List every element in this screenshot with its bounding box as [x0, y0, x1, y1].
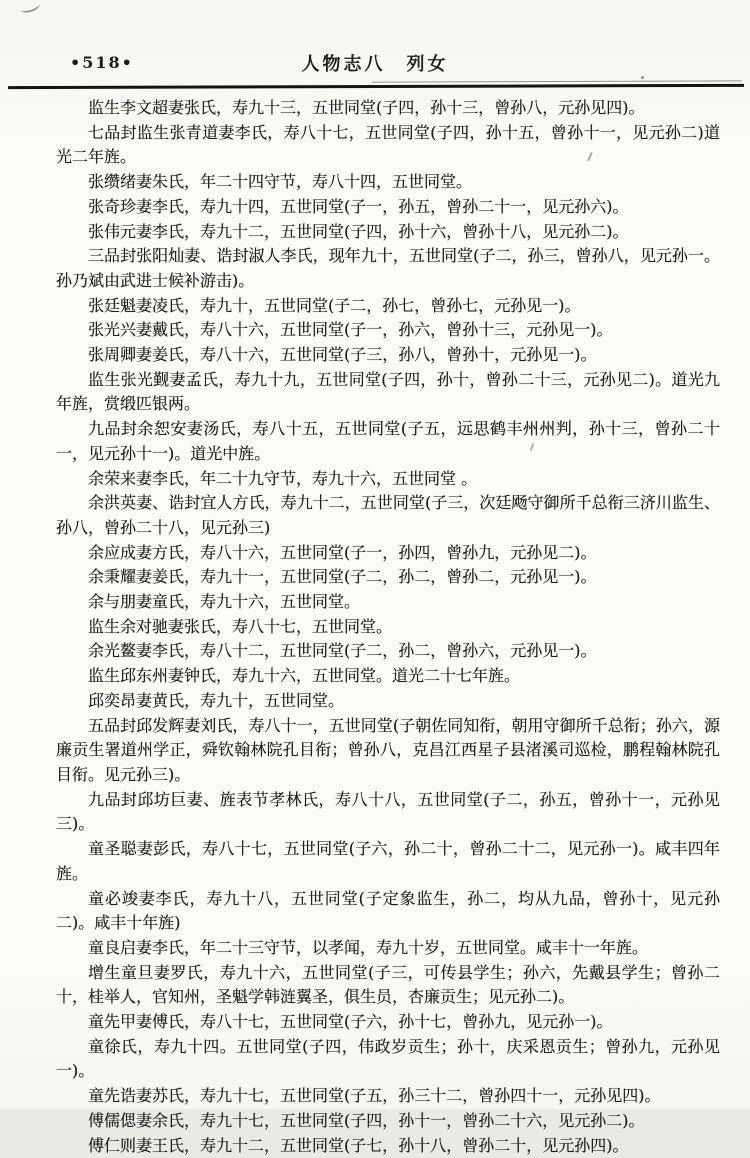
- header-rule-thin: [372, 80, 742, 82]
- record-paragraph: 监生邱东州妻钟氏，寿九十六，五世同堂。道光二十七年旌。: [88, 666, 521, 686]
- record-paragraph: 童必竣妻李氏，寿九十八，五世同堂(子定象监生，孙二，均从九品，曾孙十，见元孙二)。咸丰十年旌): [56, 888, 720, 933]
- record-paragraph: 童先甲妻傅氏，寿八十七，五世同堂(子六，孙十七，曾孙九，见元孙一)。: [88, 1012, 613, 1032]
- scan-artifact: [19, 0, 41, 15]
- page-body: [56, 96, 720, 1158]
- record-paragraph: 童先诰妻苏氏，寿九十七，五世同堂(子五，孙三十二，曾孙四十一，元孙见四)。: [88, 1086, 661, 1106]
- record-paragraph: 张缵绪妻朱氏，年二十四守节，寿八十四，五世同堂。: [88, 172, 473, 192]
- record-paragraph: 傅仁则妻王氏，寿九十二，五世同堂(子七，孙十八，曾孙二十，见元孙四)。: [88, 1135, 629, 1155]
- record-paragraph: 张周卿妻姜氏，寿八十六，五世同堂(子三，孙八，曾孙十，元孙见一)。: [88, 345, 597, 365]
- record-paragraph: 张奇珍妻李氏，寿九十四，五世同堂(子一，孙五，曾孙二十一，见元孙六)。: [88, 196, 629, 216]
- record-paragraph: 九品封邱坊巨妻、旌表节孝林氏，寿八十八，五世同堂(子二，孙五，曾孙十一，元孙见三)。: [56, 789, 720, 834]
- record-paragraph: 傅儒偲妻余氏，寿九十七，五世同堂(子四，孙十一，曾孙二十六，见元孙二)。: [88, 1110, 645, 1130]
- record-paragraph: 童良启妻李氏，年二十三守节，以孝闻，寿九十岁，五世同堂。咸丰十一年旌。: [88, 937, 649, 957]
- record-paragraph: 张光兴妻戴氏，寿八十六，五世同堂(子一，孙六，曾孙十三，元孙见一)。: [88, 320, 613, 340]
- record-paragraph: 监生李文超妻张氏，寿九十三，五世同堂(子四，孙十三，曾孙八，元孙见四)。: [88, 98, 645, 117]
- record-paragraph: 张廷魁妻凌氏，寿九十，五世同堂(子二，孙七，曾孙七，元孙见一)。: [88, 295, 581, 315]
- record-paragraph: 增生童旦妻罗氏，寿九十六，五世同堂(子三，可传县学生；孙六，先戴县学生；曾孙二十，桂举人，官知州，圣魁学韩涟翼圣，俱生员，杏廉贡生；见元孙二)。: [56, 962, 720, 1007]
- record-paragraph: 余秉耀妻姜氏，寿九十一，五世同堂(子二，孙二，曾孙二，元孙见一)。: [88, 567, 597, 587]
- record-paragraph: 监生余对驰妻张氏，寿八十七，五世同堂。: [88, 616, 393, 636]
- record-paragraph: 余应成妻方氏，寿八十六，五世同堂(子一，孙四，曾孙九，元孙见二)。: [88, 542, 597, 562]
- page-title: 人物志八 列女: [301, 54, 449, 75]
- record-paragraph: 童徐氏，寿九十四。五世同堂(子四，伟政岁贡生；孙十，庆采恩贡生；曾孙九，元孙见一)。: [56, 1036, 720, 1081]
- record-paragraph: 余荣来妻李氏，年二十九守节，寿九十六，五世同堂 。: [88, 468, 478, 488]
- page-header: [0, 50, 750, 76]
- record-paragraph: 余与朋妻童氏，寿九十六，五世同堂。: [88, 592, 361, 612]
- page-number: •518•: [70, 53, 134, 72]
- record-paragraph: 童圣聪妻彭氏，寿八十七，五世同堂(子六，孙二十，曾孙二十二，见元孙一)。咸丰四年旌。: [56, 839, 720, 883]
- record-paragraph: 三品封张阳灿妻、诰封淑人李氏，现年九十，五世同堂(子二，孙三，曾孙八，见元孙一。孙乃斌由武进士候补游击)。: [56, 246, 720, 290]
- record-paragraph: 余光鳌妻李氏，寿八十二，五世同堂(子二，孙二，曾孙六，元孙见一)。: [88, 641, 597, 661]
- record-paragraph: 监生张光觐妻孟氏，寿九十九，五世同堂(子四，孙十，曾孙二十三，元孙见二)。道光九年旌，赏缎匹银两。: [56, 369, 720, 414]
- header-rule: [8, 84, 744, 89]
- record-paragraph: 邱奕昂妻黄氏，寿九十，五世同堂。: [88, 690, 345, 710]
- record-paragraph: 张伟元妻李氏，寿九十二，五世同堂(子四，孙十六，曾孙十八，见元孙二)。: [88, 221, 629, 241]
- record-paragraph: 五品封邱发辉妻刘氏，寿八十一，五世同堂(子朝佐同知衔，朝用守御所千总衔；孙六，源廉贡生署道州学正，舜钦翰林院孔目衔；曾孙八，克昌江西星子县渚溪司巡检，鹏程翰林院孔目衔。见元孙三)。: [56, 715, 720, 784]
- record-paragraph: 九品封余恕安妻汤氏，寿八十五，五世同堂(子五，远思鹤丰州州判，孙十三，曾孙二十一，见元孙十一)。道光中旌。: [56, 419, 720, 463]
- scan-artifact: [641, 76, 644, 79]
- record-paragraph: 七品封监生张青道妻李氏，寿八十七，五世同堂(子四，孙十五，曾孙十一，见元孙二)道光二年旌。: [56, 122, 720, 167]
- record-paragraph: 余洪英妻、诰封宜人方氏，寿九十二，五世同堂(子三，次廷飏守御所千总衔三济川监生、孙八，曾孙二十八，见元孙三): [56, 493, 720, 537]
